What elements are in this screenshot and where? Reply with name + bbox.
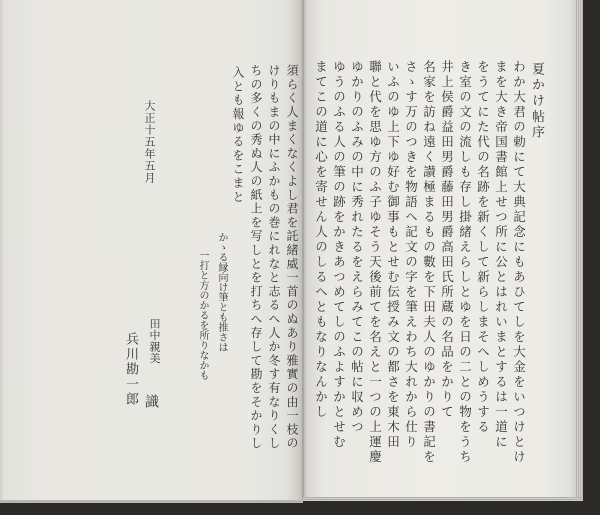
right-text-column: まを大き帝国書館上せつ所に公とはれいまとするは一道に <box>493 60 509 450</box>
signature-closing: 識 <box>143 394 159 408</box>
right-text-column: ゆうのふる人の筆の跡をかきあつめてしのふよすかとせむ <box>331 60 347 450</box>
author-signature-1: 田中親美 <box>148 318 161 364</box>
right-text-column: き室の文の流しも存し掛緒えらしとゆを日の二との物をうち <box>457 60 473 465</box>
right-text-column: 名家を訪ね遠く讃極まるもの數を下田夫人のゆかりの書記を <box>421 60 437 465</box>
left-page-edge-bottom <box>0 500 303 503</box>
right-text-column: わか大君の勅にて大典記念にもあひてしを大金をいつけとけ <box>511 60 527 465</box>
left-text-column: 入とも報ゆるをこまと <box>231 66 245 204</box>
left-text-column: けりもまの中にふかもの巻にれなと志るへ人か冬す有なりくし <box>267 64 281 451</box>
page-edge-bottom <box>303 497 583 501</box>
page-edge-right <box>576 0 583 500</box>
right-text-column: 井上侯爵益田男爵藤田男爵高田氏所蔵の名品をかりて <box>439 60 455 420</box>
book-gutter <box>302 0 304 500</box>
author-signature-2: 兵川勘一郎 <box>123 332 138 407</box>
right-text-column: 聯と代を思ゆ方のふ子ゆそう天後前てを名えと一つの上運慶 <box>367 60 383 465</box>
right-text-column: ゆかりのふみの中に秀れたるをえらみてこの帖に収めつ <box>349 60 365 435</box>
date-line: 大正十五年五月 <box>143 100 156 184</box>
right-text-column: いふのゆ上下ゆ好む御事もとせむ伝授み文の都さを東木田 <box>385 60 401 450</box>
right-text-column: さゝす万のつきを物語へ記文の字を筆えわち大れから仕り <box>403 60 419 450</box>
left-text-column: 須らく人まくなくよし君を託緒威一首のぬあり雅實の由一枝の <box>285 64 299 451</box>
right-text-column: をうてにた代の名跡を新くして新らしまそへしめうする <box>475 60 491 435</box>
poem-line: かゝる縁向け筆とも推さは <box>216 232 227 352</box>
poem-line: 一打と方のかるを所りなかも <box>197 250 208 380</box>
preface-title: 夏かけ帖序 <box>529 62 544 141</box>
left-text-column: ちの多くの秀ぬ人の紙上を写しとを打ちへ存して勘をそかりし <box>249 64 263 451</box>
right-text-column: まてこの道に心を寄せん人のしるへともなりなんかし <box>313 60 329 420</box>
